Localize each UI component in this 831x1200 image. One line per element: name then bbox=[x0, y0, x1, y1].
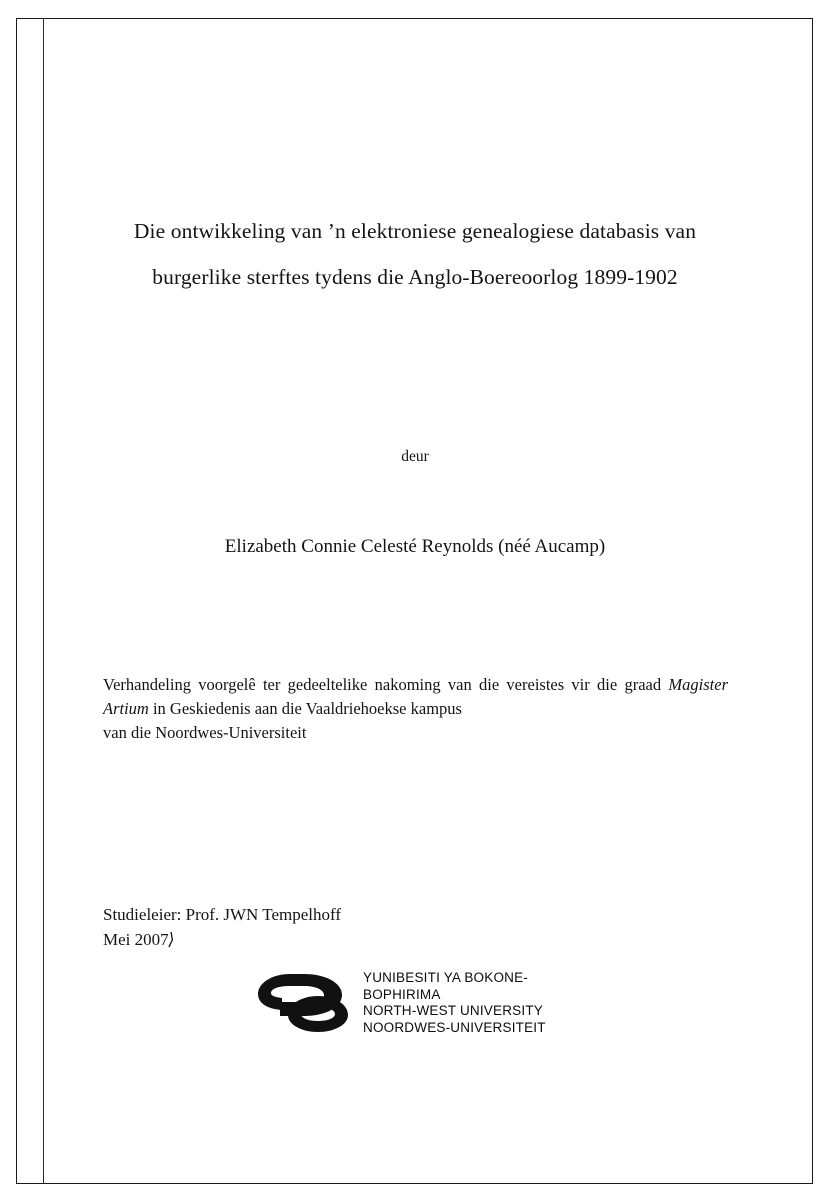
supervisor-line: Studieleier: Prof. JWN Tempelhoff bbox=[103, 905, 342, 924]
degree-statement-line3: van die Noordwes-Universiteit bbox=[103, 723, 307, 742]
page-border-inner-left bbox=[43, 18, 44, 1184]
by-label: deur bbox=[401, 448, 429, 465]
logo-line-afrikaans: NOORDWES-UNIVERSITEIT bbox=[363, 1019, 546, 1035]
page-title bbox=[100, 208, 730, 300]
author-name: Elizabeth Connie Celesté Reynolds (néé Aucamp) bbox=[224, 536, 606, 557]
degree-statement-part2: in Geskiedenis aan die Vaaldriehoekse kampus bbox=[148, 699, 462, 718]
title-line-1: Die ontwikkeling van ’n elektroniese genealogiese databasis van bbox=[133, 219, 697, 243]
degree-statement bbox=[103, 673, 728, 745]
handwritten-mark: ⟩ bbox=[166, 929, 176, 950]
title-page-content bbox=[100, 18, 730, 1184]
date-text: Mei 2007 bbox=[103, 930, 169, 949]
title-line-2: burgerlike sterftes tydens die Anglo-Boereoorlog 1899-1902 bbox=[152, 265, 678, 289]
logo-line-setswana: YUNIBESITI YA BOKONE-BOPHIRIMA bbox=[363, 970, 528, 1002]
nwu-logo-mark-icon bbox=[250, 972, 358, 1034]
date-line bbox=[103, 927, 403, 952]
university-logo bbox=[250, 968, 590, 1038]
logo-line-english: NORTH-WEST UNIVERSITY bbox=[363, 1003, 543, 1018]
degree-name-italic: Magister Artium bbox=[103, 675, 728, 718]
university-logo-text bbox=[363, 970, 593, 1036]
degree-statement-part1: Verhandeling voorgelê ter gedeeltelike nakoming van die vereistes vir die graad bbox=[103, 675, 669, 694]
